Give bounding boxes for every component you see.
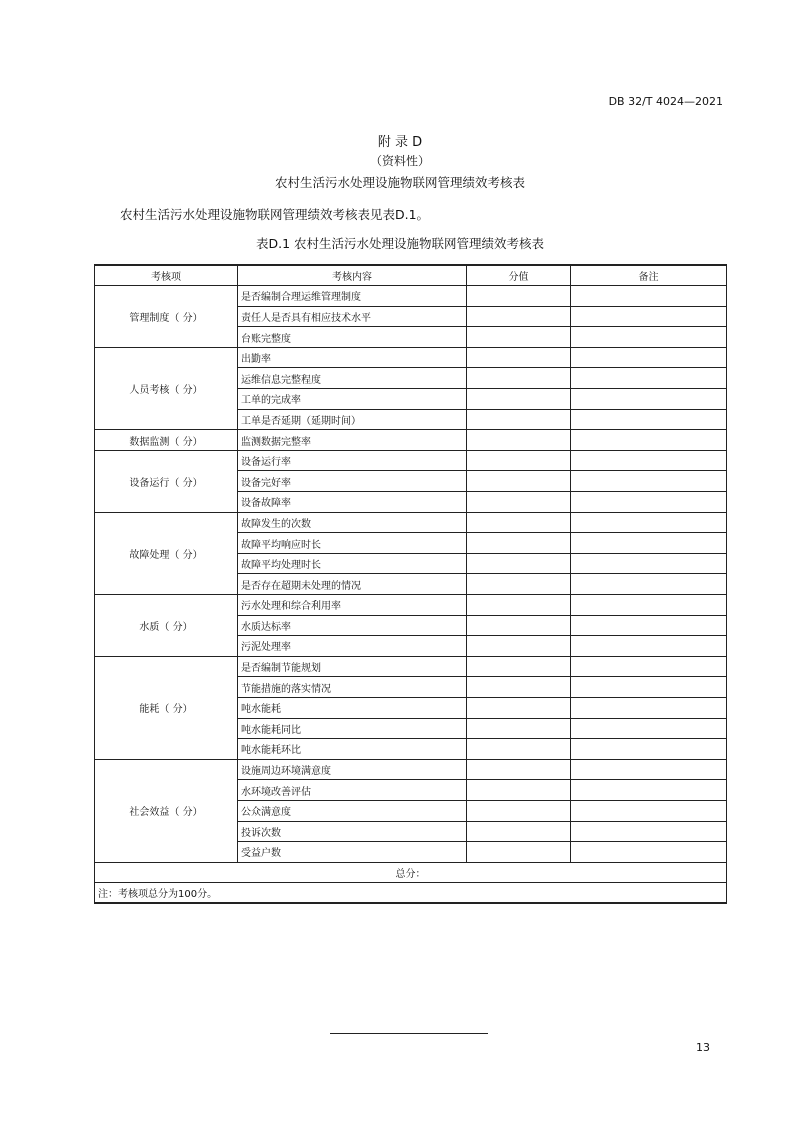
category-cell: 能耗（ 分） — [95, 656, 238, 759]
category-cell: 管理制度（ 分） — [95, 286, 238, 348]
table-row — [95, 759, 727, 780]
remarks-cell — [571, 347, 727, 368]
appendix-title: 农村生活污水处理设施物联网管理绩效考核表 — [274, 175, 525, 190]
score-cell — [467, 677, 571, 698]
score-cell — [467, 492, 571, 513]
remarks-cell — [571, 471, 727, 492]
content-cell: 台账完整度 — [238, 327, 467, 348]
content-cell: 责任人是否具有相应技术水平 — [238, 306, 467, 327]
content-cell: 设备运行率 — [238, 450, 467, 471]
appendix-label: 附 录 D — [377, 135, 423, 150]
remarks-cell — [571, 842, 727, 863]
content-cell: 工单的完成率 — [238, 389, 467, 410]
content-cell: 污泥处理率 — [238, 636, 467, 657]
remarks-cell — [571, 697, 727, 718]
score-cell — [467, 286, 571, 307]
content-cell: 公众满意度 — [238, 800, 467, 821]
content-cell: 吨水能耗同比 — [238, 718, 467, 739]
content-cell: 水质达标率 — [238, 615, 467, 636]
remarks-cell — [571, 821, 727, 842]
content-cell: 故障发生的次数 — [238, 512, 467, 533]
remarks-cell — [571, 553, 727, 574]
category-cell: 水质（ 分） — [95, 595, 238, 657]
header-item: 考核项 — [95, 265, 238, 286]
content-cell: 出勤率 — [238, 347, 467, 368]
score-cell — [467, 739, 571, 760]
score-cell — [467, 471, 571, 492]
content-cell: 吨水能耗环比 — [238, 739, 467, 760]
table-row — [95, 286, 727, 307]
remarks-cell — [571, 718, 727, 739]
score-cell — [467, 409, 571, 430]
content-cell: 故障平均响应时长 — [238, 533, 467, 554]
score-cell — [467, 595, 571, 616]
remarks-cell — [571, 450, 727, 471]
score-cell — [467, 347, 571, 368]
category-cell: 人员考核（ 分） — [95, 347, 238, 429]
content-cell: 是否编制合理运维管理制度 — [238, 286, 467, 307]
total-cell: 总分： — [95, 862, 727, 883]
remarks-cell — [571, 430, 727, 451]
content-cell: 投诉次数 — [238, 821, 467, 842]
header-content: 考核内容 — [238, 265, 467, 286]
score-cell — [467, 842, 571, 863]
remarks-cell — [571, 368, 727, 389]
page-number: 13 — [696, 1041, 710, 1054]
score-cell — [467, 512, 571, 533]
score-cell — [467, 821, 571, 842]
score-cell — [467, 759, 571, 780]
table-row — [95, 595, 727, 616]
table-row — [95, 347, 727, 368]
score-cell — [467, 697, 571, 718]
score-cell — [467, 306, 571, 327]
remarks-cell — [571, 677, 727, 698]
assessment-table — [94, 264, 727, 904]
content-cell: 运维信息完整程度 — [238, 368, 467, 389]
remarks-cell — [571, 780, 727, 801]
content-cell: 是否编制节能规划 — [238, 656, 467, 677]
remarks-cell — [571, 389, 727, 410]
table-row — [95, 450, 727, 471]
remarks-cell — [571, 286, 727, 307]
content-cell: 节能措施的落实情况 — [238, 677, 467, 698]
standard-number: DB 32/T 4024—2021 — [608, 95, 723, 108]
note-row — [95, 883, 727, 904]
score-cell — [467, 553, 571, 574]
score-cell — [467, 574, 571, 595]
category-cell: 社会效益（ 分） — [95, 759, 238, 862]
content-cell: 设备完好率 — [238, 471, 467, 492]
remarks-cell — [571, 574, 727, 595]
score-cell — [467, 780, 571, 801]
content-cell: 受益户数 — [238, 842, 467, 863]
content-cell: 设备故障率 — [238, 492, 467, 513]
intro-text: 农村生活污水处理设施物联网管理绩效考核表见表D.1。 — [120, 207, 430, 222]
score-cell — [467, 636, 571, 657]
score-cell — [467, 450, 571, 471]
table-row — [95, 656, 727, 677]
score-cell — [467, 718, 571, 739]
content-cell: 是否存在超期未处理的情况 — [238, 574, 467, 595]
remarks-cell — [571, 759, 727, 780]
content-cell: 工单是否延期（延期时间） — [238, 409, 467, 430]
content-cell: 水环境改善评估 — [238, 780, 467, 801]
remarks-cell — [571, 636, 727, 657]
score-cell — [467, 615, 571, 636]
remarks-cell — [571, 800, 727, 821]
category-cell: 故障处理（ 分） — [95, 512, 238, 594]
score-cell — [467, 800, 571, 821]
category-cell: 设备运行（ 分） — [95, 450, 238, 512]
score-cell — [467, 533, 571, 554]
header-remarks: 备注 — [571, 265, 727, 286]
content-cell: 监测数据完整率 — [238, 430, 467, 451]
table-row — [95, 430, 727, 451]
remarks-cell — [571, 533, 727, 554]
remarks-cell — [571, 327, 727, 348]
score-cell — [467, 368, 571, 389]
remarks-cell — [571, 656, 727, 677]
content-cell: 污水处理和综合利用率 — [238, 595, 467, 616]
table-row — [95, 512, 727, 533]
note-cell: 注：考核项总分为100分。 — [95, 883, 727, 904]
remarks-cell — [571, 595, 727, 616]
remarks-cell — [571, 512, 727, 533]
score-cell — [467, 327, 571, 348]
total-row — [95, 862, 727, 883]
remarks-cell — [571, 615, 727, 636]
score-cell — [467, 656, 571, 677]
remarks-cell — [571, 492, 727, 513]
score-cell — [467, 430, 571, 451]
header-score: 分值 — [467, 265, 571, 286]
category-cell: 数据监测（ 分） — [95, 430, 238, 451]
remarks-cell — [571, 409, 727, 430]
score-cell — [467, 389, 571, 410]
table-header-row — [95, 265, 727, 286]
footer-rule — [330, 1033, 488, 1034]
table-caption: 表D.1 农村生活污水处理设施物联网管理绩效考核表 — [255, 236, 545, 251]
table-body — [95, 286, 727, 904]
content-cell: 吨水能耗 — [238, 697, 467, 718]
remarks-cell — [571, 739, 727, 760]
content-cell: 设施周边环境满意度 — [238, 759, 467, 780]
appendix-type: （资料性） — [369, 154, 430, 168]
content-cell: 故障平均处理时长 — [238, 553, 467, 574]
remarks-cell — [571, 306, 727, 327]
